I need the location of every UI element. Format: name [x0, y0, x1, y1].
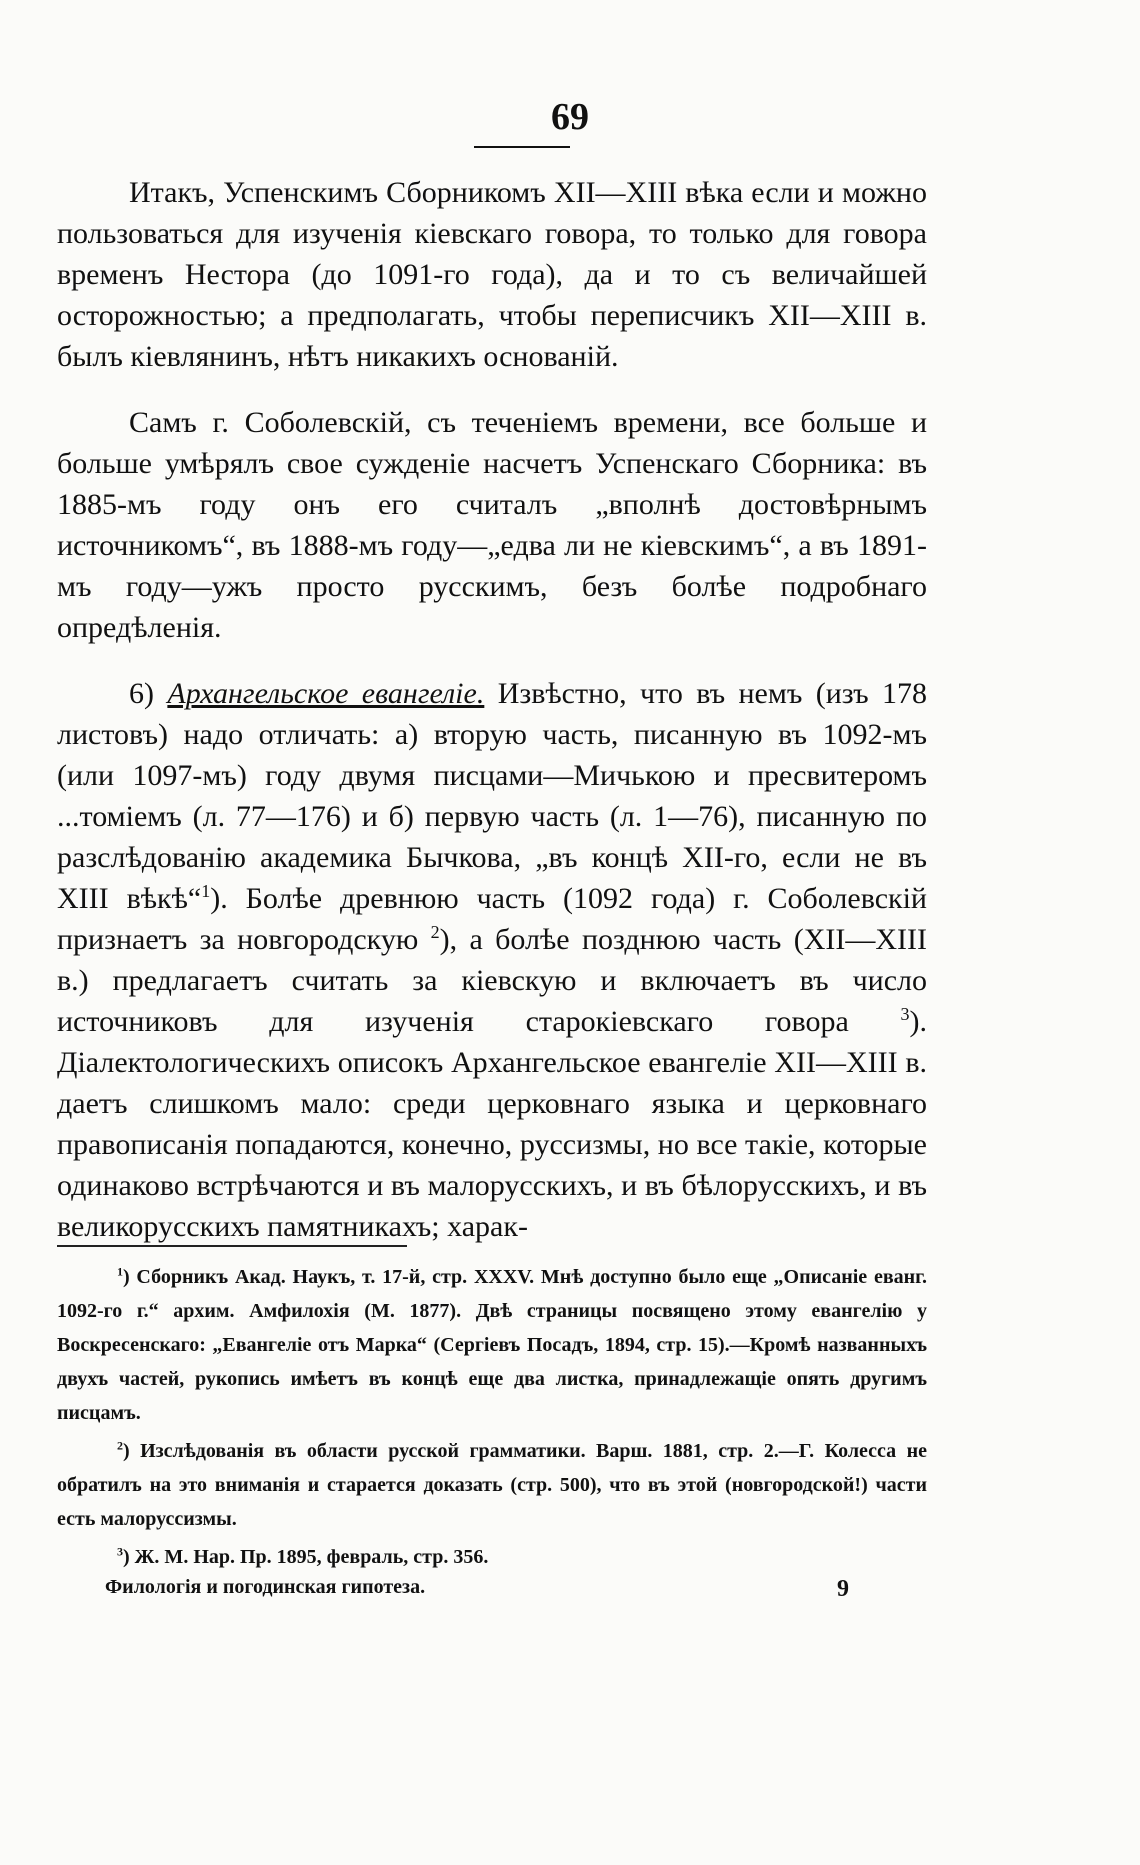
main-text: [57, 172, 927, 1247]
paragraph-3-part-2: . Болѣе древнюю часть (1092 года) г. Соболевскій признаетъ за новгородскую: [57, 882, 927, 956]
paragraph-3-part-3: , а болѣе позднюю часть (XII—XIII в.) предлагаетъ считать за кіевскую и включаетъ въ число источниковъ для изученія старокіевскаго говора: [57, 923, 928, 1038]
footnote-ref-2: 2: [430, 922, 440, 942]
page-number: 69: [551, 96, 589, 138]
footnotes: [57, 1260, 927, 1578]
footnote-marker: 3: [117, 1544, 123, 1559]
footnote-3: [57, 1540, 927, 1574]
footnote-text: ) Ж. М. Нар. Пр. 1895, февраль, стр. 356.: [123, 1546, 489, 1568]
footnote-separator: [57, 1245, 407, 1247]
footnote-marker: 1: [117, 1264, 123, 1279]
footnote-text: ) Изслѣдованія въ области русской грамматики. Варш. 1881, стр. 2.—Г. Колесса не обратилъ на это вниманія и старается доказать (стр. 500), что въ этой (новгородской!) части есть малоруссизмы.: [57, 1440, 927, 1530]
footnote-2: [57, 1434, 927, 1536]
signature-title: Филологія и погодинская гипотеза.: [105, 1576, 426, 1598]
footnote-ref-1: 1: [201, 881, 211, 901]
section-label: 6): [129, 677, 154, 710]
paragraph-3-part-1: Извѣстно, что въ немъ (изъ 178 листовъ) надо отличать: а) вторую часть, писанную въ 1092-мъ (или 1097-мъ) году двумя писцами—Мичькою и пресвитеромъ ...томіемъ (л. 77—176) и б) первую часть (л. 1—76), писанную по разслѣдованію академика Бычкова, „въ концѣ XII-го, если не въ XIII вѣкѣ“: [57, 677, 928, 915]
section-heading: Архангельское евангеліе.: [167, 677, 485, 710]
footnote-text: ) Сборникъ Акад. Наукъ, т. 17-й, стр. XXXV. Мнѣ доступно было еще „Описаніе еванг. 1092-го г.“ архим. Амфилохія (М. 1877). Двѣ страницы посвящено этому евангелію у Воскресенскаго: „Евангеліе отъ Марка“ (Сергіевъ Посадъ, 1894, стр. 15).—Кромѣ названныхъ двухъ частей, рукопись имѣетъ въ концѣ еще два листка, принадлежащіе опять другимъ писцамъ.: [57, 1266, 927, 1424]
paragraph-3: 6) Архангельское евангеліе. Извѣстно, что въ немъ (изъ 178 листовъ) надо отличать: а) вторую часть, писанную въ 1092-мъ (или 1097-мъ) году двумя писцами—Мичькою и пресвитеромъ ...томіемъ (л. 77—176) и б) первую часть (л. 1—76), писанную по разслѣдованію академика Бычкова, „въ концѣ XII-го, если не въ XIII вѣкѣ“$^1$). Болѣе древнюю часть (1092 года) г. Соболевскій признаетъ за новгородскую $^2$), а болѣе позднюю часть (XII—XIII в.) предлагаетъ считать за кіевскую и включаетъ въ число источниковъ для изученія старокіевскаго говора $^3$). Діалектологическихъ описокъ Архангельское евангеліе XII—XIII в. даетъ слишкомъ мало: среди церковнаго языка и церковнаго правописанія попадаются, конечно, руссизмы, но все такіе, которые одинаково встрѣчаются и въ малорусскихъ, и въ бѣлорусскихъ, и въ великорусскихъ памятникахъ; харак-: [57, 677, 928, 1243]
paragraph-1: Итакъ, Успенскимъ Сборникомъ XII—XIII вѣка если и можно пользоваться для изученія кіевскаго говора, то только для говора временъ Нестора (до 1091-го года), да и то съ величайшей осторожностью; а предполагать, чтобы переписчикъ XII—XIII в. былъ кіевлянинъ, нѣтъ никакихъ основаній.: [57, 176, 927, 373]
footnote-marker: 2: [117, 1438, 123, 1453]
paragraph-3-part-4: . Діалектологическихъ описокъ Архангельское евангеліе XII—XIII в. даетъ слишкомъ мало: среди церковнаго языка и церковнаго правописанія попадаются, конечно, руссизмы, но все такіе, которые одинаково встрѣчаются и въ малорусскихъ, и въ бѣлорусскихъ, и въ великорусскихъ памятникахъ; харак-: [57, 1005, 928, 1243]
footnote-ref-3: 3: [900, 1004, 910, 1024]
signature-number: 9: [837, 1576, 849, 1602]
page-number-underline: [474, 146, 570, 148]
paragraph-2: Самъ г. Соболевскій, съ теченіемъ времени, все больше и больше умѣрялъ свое сужденіе насчетъ Успенскаго Сборника: въ 1885-мъ году онъ его считалъ „вполнѣ достовѣрнымъ источникомъ“, въ 1888-мъ году—„едва ли не кіевскимъ“, а въ 1891-мъ году—ужъ просто русскимъ, безъ болѣе подробнаго опредѣленія.: [57, 406, 927, 644]
footnote-1: [57, 1260, 927, 1430]
